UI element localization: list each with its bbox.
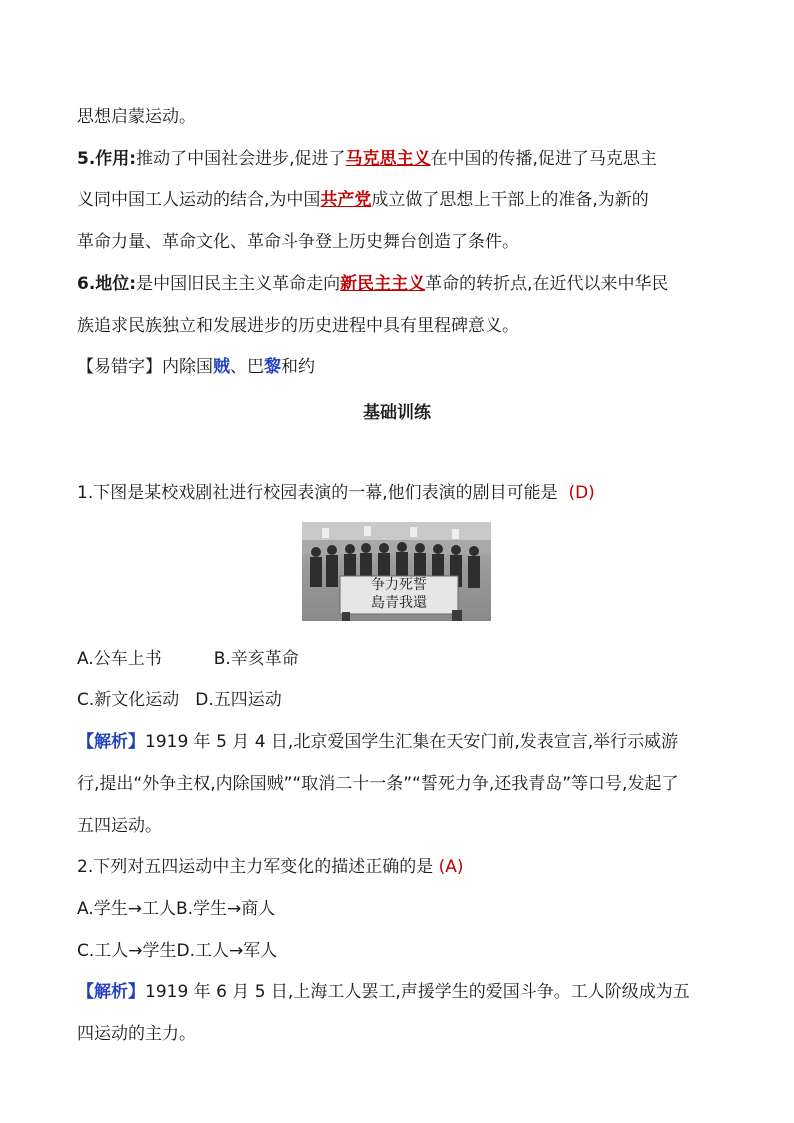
option-cd: C.工人→学生D.工人→军人	[77, 941, 278, 961]
question-text: 2.下列对五四运动中主力军变化的描述正确的是	[77, 857, 434, 877]
option-row	[77, 689, 282, 711]
item-label: 5.作用:	[77, 149, 137, 169]
item-label: 6.地位:	[77, 274, 137, 294]
paragraph-text: 推动了中国社会进步,促进了	[136, 149, 346, 169]
option-ab: A.学生→工人B.学生→商人	[77, 899, 276, 919]
key-term: 共产党	[320, 190, 372, 210]
analysis-line	[77, 981, 690, 1003]
banner	[340, 576, 458, 614]
analysis-text: 五四运动。	[77, 816, 162, 836]
option-c: C.新文化运动	[77, 690, 180, 710]
answer: (A)	[438, 857, 464, 877]
text-line	[77, 189, 649, 211]
option-d: D.五四运动	[195, 690, 282, 710]
question-2-stem	[77, 856, 464, 878]
analysis-label: 【解析】	[77, 982, 145, 1002]
paragraph-text: 义同中国工人运动的结合,为中国	[77, 190, 321, 210]
question-1-stem	[77, 482, 595, 504]
banner-text: 島青我還	[371, 595, 427, 611]
performance-photo	[302, 522, 491, 621]
banner-text: 争力死誓	[371, 577, 427, 593]
analysis-text: 行,提出“外争主权,内除国贼”“取消二十一条”“誓死力争,还我青岛”等口号,发起了	[77, 774, 679, 794]
paragraph-text: 族追求民族独立和发展进步的历史进程中具有里程碑意义。	[77, 316, 519, 336]
text-line	[77, 315, 519, 337]
paragraph-text: 革命力量、革命文化、革命斗争登上历史舞台创造了条件。	[77, 232, 519, 252]
typo-char: 贼	[213, 357, 230, 377]
text-line	[77, 273, 669, 295]
key-term: 马克思主义	[345, 149, 431, 169]
option-a: A.公车上书	[77, 649, 162, 669]
analysis-text: 1919 年 5 月 4 日,北京爱国学生汇集在天安门前,发表宣言,举行示威游	[145, 732, 679, 752]
option-row	[77, 648, 299, 670]
paragraph-text: 在中国的传播,促进了马克思主	[430, 149, 657, 169]
option-row	[77, 898, 275, 920]
paragraph-text: 思想启蒙运动。	[77, 107, 196, 127]
analysis-line	[77, 773, 678, 795]
key-term: 新民主主义	[340, 274, 426, 294]
analysis-text: 1919 年 6 月 5 日,上海工人罢工,声援学生的爱国斗争。工人阶级成为五	[145, 982, 690, 1002]
option-row	[77, 940, 277, 962]
text-line	[77, 356, 315, 378]
paragraph-text: 革命的转折点,在近代以来中华民	[425, 274, 669, 294]
text-line	[77, 106, 196, 128]
section-title: 基础训练	[363, 403, 431, 423]
analysis-text: 四运动的主力。	[77, 1024, 196, 1044]
analysis-line	[77, 1023, 196, 1045]
text-line	[77, 148, 657, 170]
analysis-line	[77, 731, 678, 753]
paragraph-text: 和约	[281, 357, 315, 377]
paragraph-text: 是中国旧民主主义革命走向	[136, 274, 341, 294]
analysis-label: 【解析】	[77, 732, 145, 752]
text-line	[77, 231, 519, 253]
paragraph-text: 、巴	[230, 357, 264, 377]
option-b: B.辛亥革命	[213, 649, 299, 669]
question-text: 1.下图是某校戏剧社进行校园表演的一幕,他们表演的剧目可能是	[77, 483, 558, 503]
answer: (D)	[568, 483, 595, 503]
paragraph-text: 成立做了思想上干部上的准备,为新的	[371, 190, 649, 210]
typo-char: 黎	[264, 357, 281, 377]
analysis-line	[77, 815, 162, 837]
paragraph-text: 【易错字】内除国	[77, 357, 213, 377]
